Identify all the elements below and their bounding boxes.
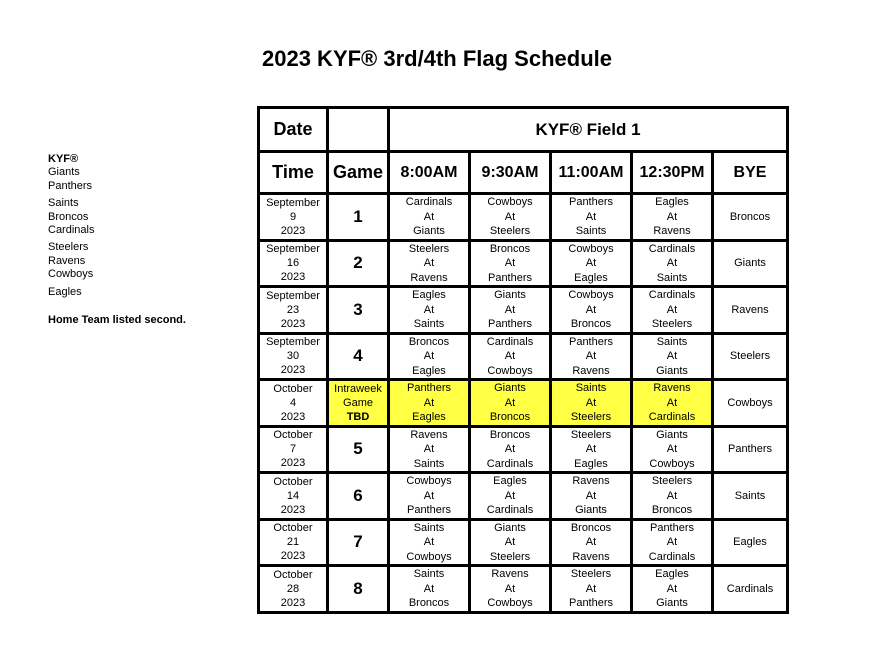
home-team: Ravens — [572, 550, 610, 563]
team-name: Broncos — [48, 210, 89, 223]
matchup-cell — [551, 473, 632, 520]
away-team: Giants — [494, 382, 526, 394]
at-label: At — [585, 536, 597, 548]
matchup-cell — [632, 240, 713, 287]
home-team: Giants — [656, 597, 688, 609]
at-label: At — [423, 257, 435, 269]
date-year: 2023 — [280, 317, 306, 330]
home-team: Broncos — [651, 504, 693, 516]
away-team: Panthers — [649, 521, 695, 534]
at-label: At — [423, 396, 435, 409]
at-label: At — [423, 582, 435, 595]
subheader-row — [259, 152, 788, 194]
home-team: Saints — [575, 225, 607, 237]
home-team: Steelers — [570, 411, 612, 423]
home-team: Eagles — [412, 411, 446, 423]
away-team: Eagles — [655, 568, 689, 580]
bye-cell: Eagles — [713, 519, 788, 566]
bye-cell: Steelers — [713, 333, 788, 380]
home-team: Giants — [575, 504, 607, 516]
away-team: Cardinals — [405, 196, 453, 208]
schedule-row — [259, 566, 788, 613]
home-team: Eagles — [574, 271, 608, 284]
away-team: Steelers — [408, 242, 450, 255]
matchup-cell — [632, 287, 713, 334]
date-year: 2023 — [280, 224, 306, 237]
at-label: At — [423, 210, 435, 223]
at-label: At — [504, 396, 516, 409]
away-team: Ravens — [410, 428, 448, 441]
home-team: Ravens — [572, 364, 610, 377]
date-month: October — [273, 522, 313, 535]
away-team: Broncos — [570, 521, 612, 534]
schedule-row — [259, 473, 788, 520]
away-team: Saints — [413, 521, 445, 534]
date-cell — [259, 333, 328, 380]
date-month: October — [273, 382, 313, 395]
at-label: At — [666, 396, 678, 409]
away-team: Eagles — [493, 475, 527, 487]
home-team: Cowboys — [487, 364, 533, 377]
matchup-cell — [389, 519, 470, 566]
matchup-cell — [551, 519, 632, 566]
bye-cell: Saints — [713, 473, 788, 520]
at-label: At — [585, 396, 597, 409]
game-number: 8 — [353, 578, 363, 598]
home-team: Cardinals — [486, 457, 534, 470]
date-month: October — [273, 429, 313, 442]
away-team: Ravens — [653, 382, 691, 394]
home-team: Panthers — [406, 504, 452, 516]
matchup-cell — [470, 240, 551, 287]
at-label: At — [666, 443, 678, 455]
away-team: Broncos — [489, 242, 531, 255]
date-year: 2023 — [280, 596, 306, 609]
date-month: October — [273, 568, 313, 581]
away-team: Saints — [575, 382, 607, 394]
matchup-cell — [470, 566, 551, 613]
matchup-cell — [389, 194, 470, 241]
at-label: At — [423, 350, 435, 362]
home-team: Steelers — [651, 318, 693, 330]
date-cell — [259, 519, 328, 566]
header-row — [259, 108, 788, 152]
team-name: Panthers — [48, 179, 93, 192]
at-label: At — [423, 303, 435, 316]
away-team: Giants — [494, 289, 526, 301]
bye-cell: Ravens — [713, 287, 788, 334]
at-label: At — [423, 489, 435, 502]
date-cell — [259, 566, 328, 613]
home-team: Cardinals — [648, 550, 696, 563]
home-team: Panthers — [487, 271, 533, 284]
matchup-cell — [551, 333, 632, 380]
home-team: Giants — [413, 225, 445, 237]
home-team: Giants — [656, 364, 688, 377]
date-month: September — [266, 243, 320, 256]
schedule-row — [259, 333, 788, 380]
matchup-cell — [470, 333, 551, 380]
schedule-row — [259, 380, 788, 427]
at-label: At — [504, 210, 516, 223]
home-team: Saints — [413, 318, 445, 330]
matchup-cell — [551, 426, 632, 473]
matchup-cell — [551, 287, 632, 334]
date-day: 9 — [289, 210, 297, 223]
date-month: September — [266, 336, 320, 349]
away-team: Giants — [494, 521, 526, 534]
date-year: 2023 — [280, 271, 306, 284]
date-cell — [259, 426, 328, 473]
matchup-cell — [632, 473, 713, 520]
date-day: 28 — [286, 582, 300, 595]
game-header: Game — [328, 152, 389, 194]
at-label: At — [504, 582, 516, 595]
date-year: 2023 — [280, 503, 306, 516]
matchup-cell — [632, 333, 713, 380]
at-label: At — [585, 257, 597, 269]
at-label: At — [585, 350, 597, 362]
game-number: 7 — [353, 532, 363, 552]
at-label: At — [666, 489, 678, 502]
matchup-cell — [632, 380, 713, 427]
away-team: Eagles — [412, 289, 446, 301]
date-year: 2023 — [280, 457, 306, 470]
home-team: Cardinals — [648, 411, 696, 423]
home-team: Cowboys — [649, 457, 695, 470]
schedule-row — [259, 426, 788, 473]
game-cell — [328, 426, 389, 473]
bye-cell: Broncos — [713, 194, 788, 241]
home-team: Steelers — [489, 550, 531, 563]
page-title: 2023 KYF® 3rd/4th Flag Schedule — [262, 46, 612, 71]
matchup-cell — [551, 380, 632, 427]
home-team: Saints — [656, 271, 688, 284]
at-label: At — [504, 303, 516, 316]
game-cell — [328, 380, 389, 427]
away-team: Eagles — [655, 196, 689, 208]
game-label-line: Intraweek — [334, 382, 382, 395]
bye-cell: Giants — [713, 240, 788, 287]
home-team: Panthers — [487, 318, 533, 330]
date-day: 4 — [289, 396, 297, 409]
date-cell — [259, 240, 328, 287]
home-team: Broncos — [489, 411, 531, 423]
date-cell — [259, 287, 328, 334]
game-cell — [328, 240, 389, 287]
matchup-cell — [470, 473, 551, 520]
game-number: 6 — [353, 485, 363, 505]
date-day: 23 — [286, 303, 300, 316]
away-team: Broncos — [408, 335, 450, 348]
game-cell — [328, 194, 389, 241]
date-day: 14 — [286, 489, 300, 502]
slot-header: 9:30AM — [470, 152, 551, 194]
matchup-cell — [470, 426, 551, 473]
date-cell — [259, 473, 328, 520]
at-label: At — [423, 536, 435, 548]
away-team: Saints — [656, 335, 688, 348]
away-team: Cowboys — [406, 475, 452, 487]
team-name: Cardinals — [48, 224, 95, 237]
slot-header: 11:00AM — [551, 152, 632, 194]
team-name: Steelers — [48, 241, 89, 254]
at-label: At — [504, 489, 516, 502]
game-label-line: TBD — [346, 410, 370, 423]
date-month: September — [266, 289, 320, 302]
matchup-cell — [389, 240, 470, 287]
matchup-cell — [389, 333, 470, 380]
away-team: Panthers — [406, 382, 452, 394]
away-team: Ravens — [572, 475, 610, 487]
date-cell — [259, 194, 328, 241]
home-team: Steelers — [489, 225, 531, 237]
date-year: 2023 — [280, 410, 306, 423]
away-team: Giants — [656, 428, 688, 441]
matchup-cell — [632, 519, 713, 566]
matchup-cell — [632, 194, 713, 241]
home-team: Broncos — [408, 597, 450, 609]
schedule-row — [259, 519, 788, 566]
date-month: October — [273, 475, 313, 488]
game-label-line: Game — [343, 396, 373, 409]
home-team-note: Home Team listed second. — [48, 314, 186, 327]
home-team: Eagles — [574, 457, 608, 470]
away-team: Cardinals — [648, 289, 696, 301]
matchup-cell — [551, 194, 632, 241]
home-team: Ravens — [410, 271, 448, 284]
at-label: At — [585, 443, 597, 455]
team-list-header: KYF® — [48, 153, 79, 165]
at-label: At — [666, 303, 678, 316]
away-team: Panthers — [568, 196, 614, 208]
date-day: 30 — [286, 350, 300, 363]
game-number: 4 — [353, 346, 363, 366]
bye-cell: Cowboys — [713, 380, 788, 427]
game-number: 2 — [353, 253, 363, 273]
matchup-cell — [389, 473, 470, 520]
away-team: Panthers — [568, 335, 614, 348]
game-cell — [328, 519, 389, 566]
matchup-cell — [551, 566, 632, 613]
at-label: At — [423, 443, 435, 455]
game-cell — [328, 333, 389, 380]
at-label: At — [666, 582, 678, 595]
home-team: Cowboys — [406, 550, 452, 563]
at-label: At — [504, 257, 516, 269]
at-label: At — [666, 257, 678, 269]
time-header: Time — [259, 152, 328, 194]
away-team: Steelers — [570, 568, 612, 580]
home-team: Cowboys — [487, 597, 533, 609]
date-day: 7 — [289, 443, 297, 456]
at-label: At — [504, 350, 516, 362]
at-label: At — [666, 210, 678, 223]
bye-cell: Cardinals — [713, 566, 788, 613]
date-day: 21 — [286, 536, 300, 549]
away-team: Saints — [413, 568, 445, 580]
matchup-cell — [470, 194, 551, 241]
away-team: Cardinals — [648, 242, 696, 255]
game-cell — [328, 287, 389, 334]
date-day: 16 — [286, 257, 300, 270]
schedule-row — [259, 240, 788, 287]
at-label: At — [585, 582, 597, 595]
away-team: Cardinals — [486, 335, 534, 348]
field-header: KYF® Field 1 — [389, 108, 788, 152]
away-team: Steelers — [651, 475, 693, 487]
home-team: Cardinals — [486, 504, 534, 516]
slot-header: 12:30PM — [632, 152, 713, 194]
team-list — [48, 153, 238, 327]
away-team: Steelers — [570, 428, 612, 441]
team-name: Eagles — [48, 285, 82, 298]
matchup-cell — [389, 426, 470, 473]
team-name: Giants — [48, 166, 80, 179]
at-label: At — [585, 489, 597, 502]
at-label: At — [666, 350, 678, 362]
home-team: Broncos — [570, 318, 612, 330]
game-number: 1 — [353, 206, 363, 226]
matchup-cell — [470, 519, 551, 566]
home-team: Panthers — [568, 597, 614, 609]
at-label: At — [504, 536, 516, 548]
matchup-cell — [389, 566, 470, 613]
matchup-cell — [632, 566, 713, 613]
matchup-cell — [470, 287, 551, 334]
team-name: Cowboys — [48, 268, 94, 281]
team-name: Ravens — [48, 254, 86, 267]
schedule-row — [259, 287, 788, 334]
at-label: At — [666, 536, 678, 548]
away-team: Cowboys — [568, 242, 614, 255]
blank-header — [328, 108, 389, 152]
at-label: At — [585, 210, 597, 223]
team-name: Saints — [48, 197, 79, 210]
home-team: Eagles — [412, 364, 446, 377]
game-number: 5 — [353, 439, 363, 459]
bye-cell: Panthers — [713, 426, 788, 473]
date-cell — [259, 380, 328, 427]
date-header: Date — [259, 108, 328, 152]
schedule-row — [259, 194, 788, 241]
bye-header: BYE — [713, 152, 788, 194]
home-team: Ravens — [653, 225, 691, 237]
game-cell — [328, 473, 389, 520]
at-label: At — [504, 443, 516, 455]
away-team: Ravens — [491, 568, 529, 580]
matchup-cell — [632, 426, 713, 473]
matchup-cell — [551, 240, 632, 287]
slot-header: 8:00AM — [389, 152, 470, 194]
home-team: Saints — [413, 457, 445, 470]
away-team: Cowboys — [568, 289, 614, 301]
matchup-cell — [389, 380, 470, 427]
date-month: September — [266, 196, 320, 209]
date-year: 2023 — [280, 550, 306, 563]
game-number: 3 — [353, 299, 363, 319]
away-team: Broncos — [489, 428, 531, 441]
date-year: 2023 — [280, 364, 306, 377]
game-cell — [328, 566, 389, 613]
away-team: Cowboys — [487, 196, 533, 208]
schedule-table — [257, 106, 789, 614]
matchup-cell — [389, 287, 470, 334]
at-label: At — [585, 303, 597, 316]
matchup-cell — [470, 380, 551, 427]
